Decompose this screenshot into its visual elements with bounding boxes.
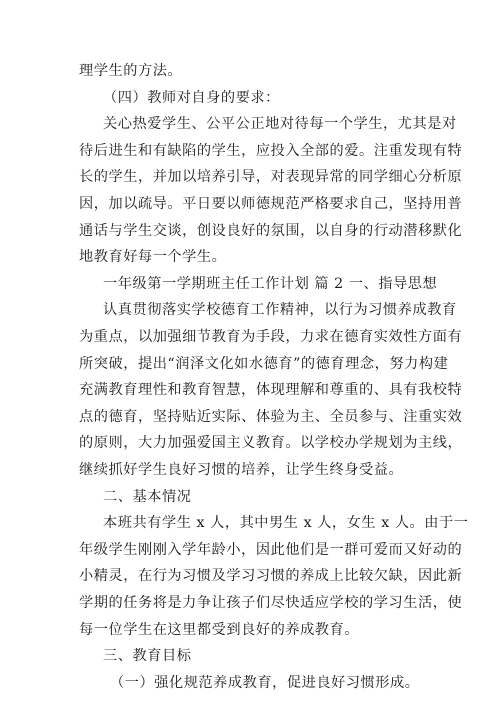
paragraph-line: 的原则，大力加强爱国主义教育。以学校办学规划为主线， bbox=[79, 435, 463, 452]
plan-title-line: 一年级第一学期班主任工作计划 篇 2 一、指导思想 bbox=[103, 275, 438, 292]
paragraph-line: 理学生的方法。 bbox=[79, 63, 183, 79]
paragraph-line: 长的学生，并加以培养引导，对表现异常的同学细心分析原 bbox=[79, 169, 463, 186]
paragraph-line: 认真贯彻落实学校德育工作精神，以行为习惯养成教育 bbox=[103, 302, 457, 319]
paragraph-line: 为重点，以加强细节教育为手段，力求在德育实效性方面有 bbox=[79, 329, 463, 345]
paragraph-line: 待后进生和有缺陷的学生，应投入全部的爱。注重发现有特 bbox=[79, 142, 463, 159]
section-heading: 二、基本情况 bbox=[103, 488, 192, 505]
paragraph-line: 关心热爱学生、公平公正地对待每一个学生，尤其是对 bbox=[103, 116, 457, 133]
section-heading: （四）教师对自身的要求： bbox=[103, 89, 280, 106]
paragraph-line: 所突破，提出“润泽文化如水德育”的德育理念，努力构建 bbox=[79, 355, 449, 372]
paragraph-line: 继续抓好学生良好习惯的培养，让学生终身受益。 bbox=[79, 462, 404, 478]
paragraph-line: 本班共有学生 x 人，其中男生 x 人，女生 x 人。由于一 bbox=[103, 515, 469, 532]
section-heading: 三、教育目标 bbox=[103, 648, 192, 665]
paragraph-line: 年级学生刚刚入学年龄小，因此他们是一群可爱而又好动的 bbox=[79, 541, 463, 558]
section-subheading: （一）强化规范养成教育，促进良好习惯形成。 bbox=[110, 674, 420, 691]
paragraph-line: 每一位学生在这里都受到良好的养成教育。 bbox=[79, 621, 360, 638]
paragraph-line: 充满教育理性和教育智慧，体现理解和尊重的、具有我校特 bbox=[79, 382, 463, 399]
paragraph-line: 地教育好每一个学生。 bbox=[79, 249, 227, 266]
paragraph-line: 学期的任务将是力争让孩子们尽快适应学校的学习生活，使 bbox=[79, 595, 463, 611]
paragraph-line: 通话与学生交谈，创设良好的氛围，以自身的行动潜移默化 bbox=[79, 222, 463, 239]
paragraph-line: 点的德育，坚持贴近实际、体验为主、全员参与、注重实效 bbox=[79, 408, 463, 425]
paragraph-line: 小精灵，在行为习惯及学习习惯的养成上比较欠缺，因此新 bbox=[79, 568, 463, 585]
paragraph-line: 因，加以疏导。平日要以师德规范严格要求自己，坚持用普 bbox=[79, 196, 463, 212]
